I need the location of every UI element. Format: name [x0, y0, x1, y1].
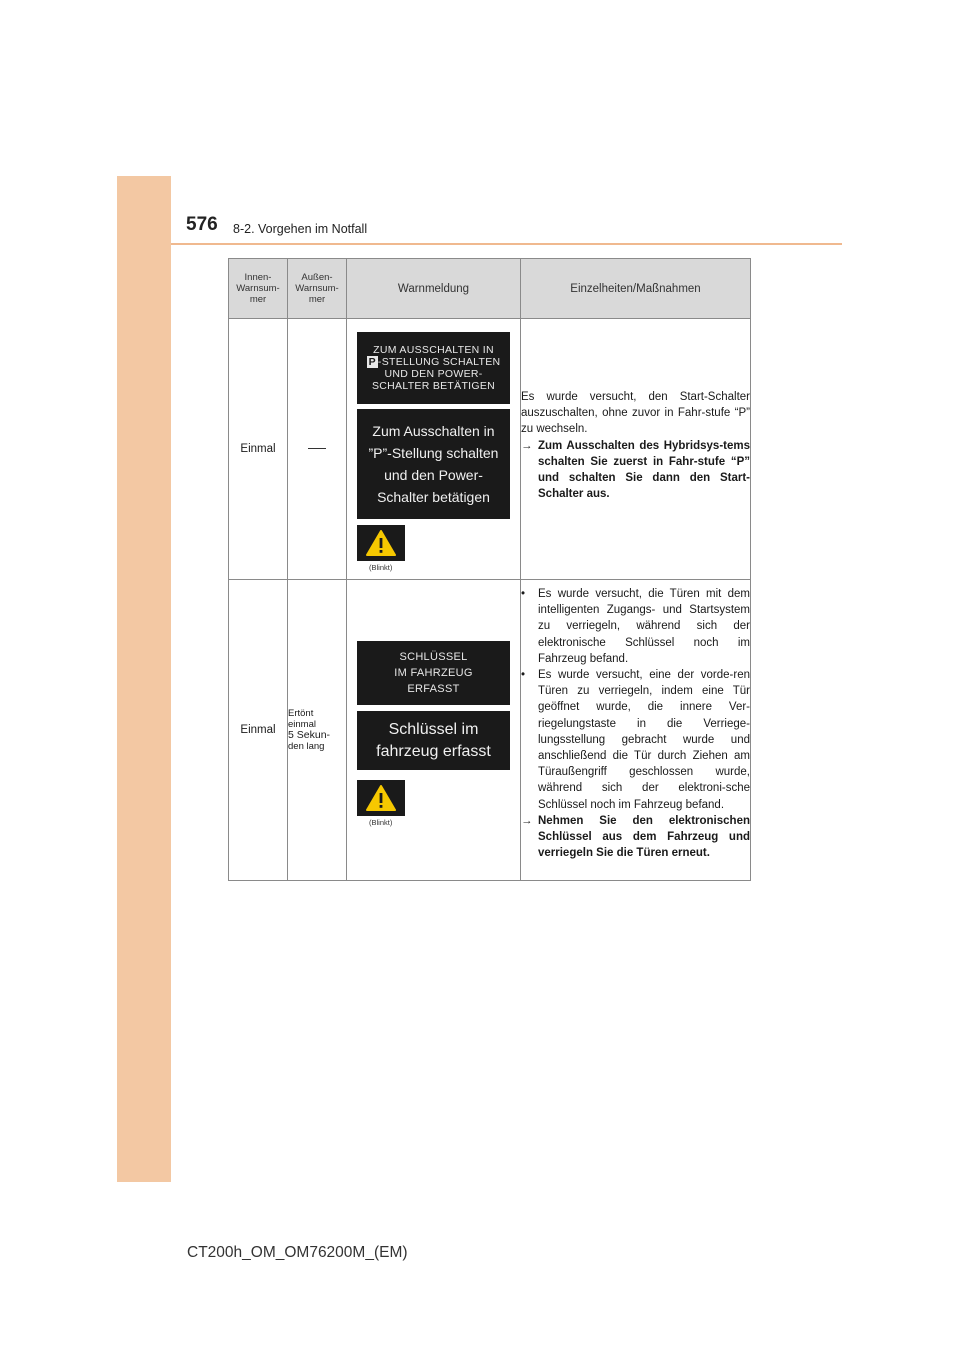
arrow-mark: → [521, 814, 533, 827]
warning-lamp [357, 780, 405, 816]
col-message: Warnmeldung [347, 259, 521, 319]
col-outer-buzzer: Außen- Warnsum- mer [288, 259, 347, 319]
inner-buzzer-cell: Einmal [229, 580, 288, 881]
dash-mark [308, 448, 326, 449]
bullet-mark: • [521, 588, 526, 600]
table-row [229, 319, 751, 580]
blink-note: (Blinkt) [369, 563, 393, 572]
display-message-text: Zum Ausschalten in ”P”-Stellung schalten und den Power- Schalter betätigen [357, 409, 510, 519]
warning-table [228, 258, 751, 881]
display-cell [347, 580, 521, 881]
table-header-row [229, 259, 751, 319]
bullet-mark: • [521, 669, 526, 682]
section-title: 8-2. Vorgehen im Notfall [233, 222, 368, 236]
action-text: Zum Ausschalten des Hybridsys-tems schalten Sie zuerst in Fahr-stufe “P” und schalten Sie dann den Start-Schalter aus. [538, 439, 750, 501]
col-inner-buzzer: Innen- Warnsum- mer [229, 259, 288, 319]
p-position-badge: P [368, 356, 376, 368]
outer-buzzer-cell [288, 319, 347, 580]
blink-note: (Blinkt) [369, 818, 393, 827]
col-details: Einzelheiten/Maßnahmen [521, 259, 751, 319]
document-code: CT200h_OM_OM76200M_(EM) [187, 1244, 408, 1261]
display-message-caps: ZUM AUSSCHALTEN IN P -STELLUNG SCHALTEN UND DEN POWER- SCHALTER BETÄTIGEN [357, 332, 510, 404]
arrow-mark: → [521, 439, 533, 452]
inner-buzzer-cell: Einmal [229, 319, 288, 580]
bullet-text: Es wurde versucht, eine der vorde-ren Türen zu verriegeln, indem eine Tür geöffnet wurde, die innere Ver-riegelungstaste in die Verriege-lungsstellung gebracht wurde und anschließend die Tür durch Ziehen am Türaußengriff geschlossen wurde, während sich der elektroni-sche Schlüssel noch im Fahrzeug befand. [538, 669, 750, 811]
details-cell [521, 319, 751, 580]
bullet-item [521, 667, 750, 813]
display-message-caps: SCHLÜSSEL IM FAHRZEUG ERFASST [357, 641, 510, 705]
table-row [229, 580, 751, 881]
action-item [521, 813, 750, 862]
details-text: Es wurde versucht, den Start-Schalter auszuschalten, ohne zuvor in Fahr-stufe “P” zu wechseln. [521, 391, 750, 436]
bullet-item [521, 586, 750, 667]
action-item [521, 438, 750, 503]
side-band [117, 176, 171, 1182]
details-cell [521, 580, 751, 881]
display-cell [347, 319, 521, 580]
warning-lamp [357, 525, 405, 561]
warning-triangle-icon [365, 784, 397, 812]
action-text: Nehmen Sie den elektronischen Schlüssel aus dem Fahrzeug und verriegeln Sie die Türen erneut. [538, 814, 750, 860]
page-number: 576 [186, 214, 218, 235]
bullet-text: Es wurde versucht, die Türen mit dem intelligenten Zugangs- und Startsystem zu verriegeln, während sich der elektronische Schlüssel noch im Fahrzeug befand. [538, 588, 750, 665]
header-rule [171, 243, 842, 245]
display-message-text: Schlüssel im fahrzeug erfasst [357, 711, 510, 770]
outer-buzzer-cell: Ertönt einmal 5 Sekun- den lang [288, 580, 347, 881]
warning-triangle-icon [365, 529, 397, 557]
